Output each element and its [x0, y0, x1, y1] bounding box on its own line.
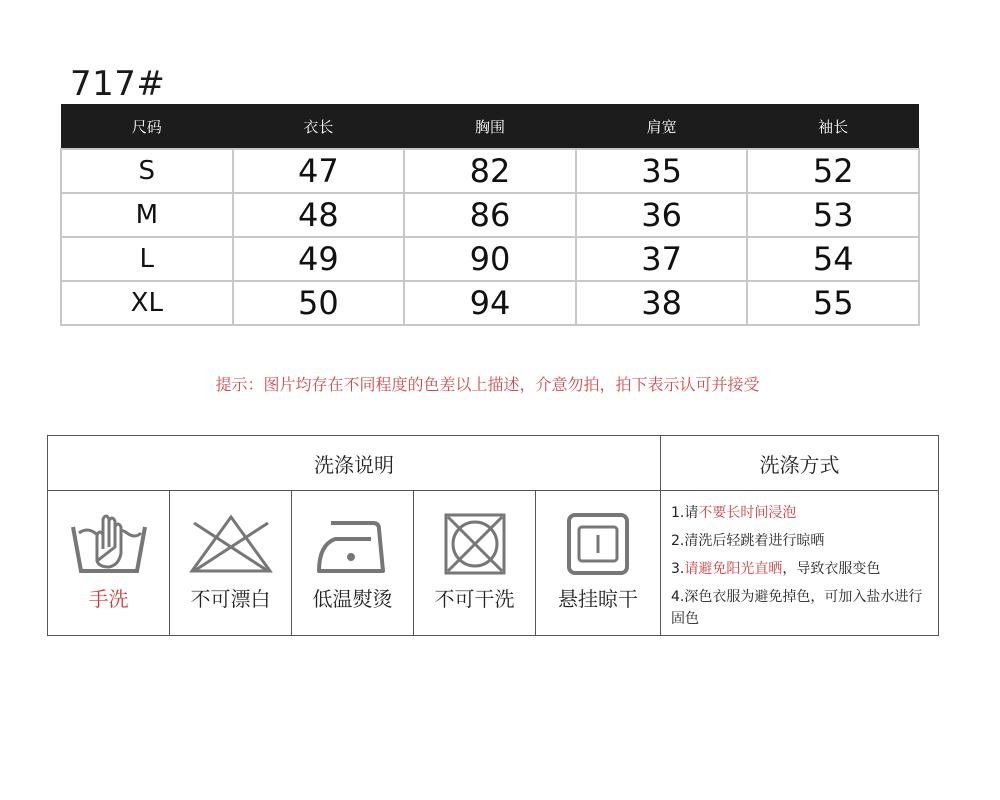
- table-row: [61, 149, 919, 193]
- header-shoulder: 肩宽: [576, 104, 748, 149]
- size-cell: S: [61, 149, 233, 193]
- shoulder-cell: 38: [576, 281, 748, 325]
- sleeve-cell: 54: [747, 237, 919, 281]
- length-cell: 49: [233, 237, 405, 281]
- size-cell: L: [61, 237, 233, 281]
- list-item: 1.请不要长时间浸泡: [671, 505, 797, 521]
- care-method-list: [661, 491, 938, 635]
- header-length: 衣长: [233, 104, 405, 149]
- care-instructions-table: [47, 435, 939, 636]
- header-chest: 胸围: [404, 104, 576, 149]
- length-cell: 47: [233, 149, 405, 193]
- chest-cell: 82: [404, 149, 576, 193]
- care-icon-cell-no-dry-clean: [414, 491, 536, 635]
- sleeve-cell: 53: [747, 193, 919, 237]
- care-icon-cell-no-bleach: [170, 491, 292, 635]
- no-tumble-dry-icon: [442, 513, 508, 575]
- chest-cell: 86: [404, 193, 576, 237]
- shoulder-cell: 35: [576, 149, 748, 193]
- shoulder-cell: 36: [576, 193, 748, 237]
- length-cell: 50: [233, 281, 405, 325]
- length-cell: 48: [233, 193, 405, 237]
- sleeve-cell: 55: [747, 281, 919, 325]
- care-label-no-bleach: 不可漂白: [190, 587, 271, 611]
- care-icon-cell-line-dry: [536, 491, 661, 635]
- no-bleach-icon: [188, 513, 274, 575]
- list-item: 4.深色衣服为避免掉色，可加入盐水进行固色: [671, 589, 923, 627]
- care-label-low-iron: 低温熨烫: [312, 587, 393, 611]
- size-cell: XL: [61, 281, 233, 325]
- header-sleeve: 袖长: [747, 104, 919, 149]
- table-row: [61, 281, 919, 325]
- model-number: 717#: [70, 64, 166, 104]
- color-difference-notice: 提示：图片均存在不同程度的色差以上描述，介意勿拍，拍下表示认可并接受: [215, 375, 760, 394]
- line-dry-icon: [565, 513, 631, 575]
- care-icon-cell-low-iron: [292, 491, 414, 635]
- list-item: 2.清洗后轻跳着进行晾晒: [671, 533, 825, 549]
- shoulder-cell: 37: [576, 237, 748, 281]
- care-icon-cell-hand-wash: [48, 491, 170, 635]
- table-row: [61, 193, 919, 237]
- size-table-header-row: [61, 104, 919, 149]
- list-item: 3.请避免阳光直晒，导致衣服变色: [671, 561, 881, 577]
- care-instructions-title: 洗涤说明: [48, 436, 661, 491]
- size-cell: M: [61, 193, 233, 237]
- care-label-line-dry: 悬挂晾干: [558, 587, 638, 611]
- care-label-no-dry-clean: 不可干洗: [434, 587, 515, 611]
- low-iron-icon: [313, 513, 393, 575]
- size-table: [60, 104, 920, 326]
- care-label-hand-wash: 手洗: [88, 587, 129, 611]
- table-row: [61, 237, 919, 281]
- chest-cell: 94: [404, 281, 576, 325]
- care-method-title: 洗涤方式: [661, 436, 938, 491]
- header-size: 尺码: [61, 104, 233, 149]
- hand-wash-icon: [69, 513, 149, 575]
- chest-cell: 90: [404, 237, 576, 281]
- sleeve-cell: 52: [747, 149, 919, 193]
